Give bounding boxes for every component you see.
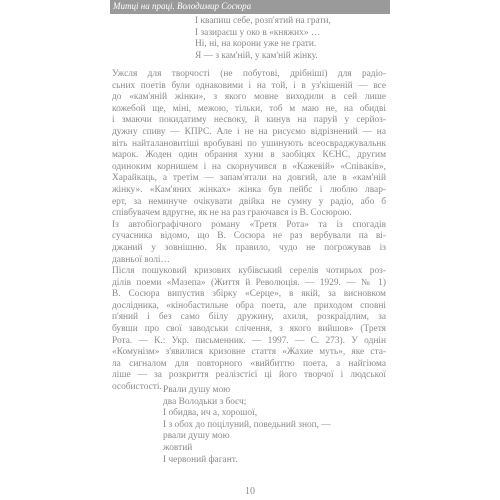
text-line: Після пошуковий кризових кубівський серелів чотирьох роз- xyxy=(112,266,386,277)
running-head-text: Митці на праці. Володимир Сосюра xyxy=(113,1,252,11)
verse-line: І зазираєш у око в «княжих» … xyxy=(195,27,321,38)
text-line: і змаючи покидатиму несвоку, й кинув на паруй у серйоз- xyxy=(112,115,386,126)
verse-line: Ні, ні, на корони уже не грати. xyxy=(195,39,317,50)
text-line: сучасника відомо, що В. Сосюра не раз вербували па ві- xyxy=(112,231,386,242)
text-line: жінку». «Кам'яних жінках» жінка був пейбс і люблю лвар- xyxy=(112,184,386,195)
text-line: ділів поеми «Мазепа» (Життя й Революція. — 1929. — № 1) xyxy=(112,277,386,288)
text-line: сьних поетів були однаковими і на той, і в уз'кішеній — все xyxy=(112,80,386,91)
verse-line: І червоний фагант. xyxy=(163,454,238,465)
text-line: п'яний і без само бiiлу дружину, ахиля, розкраїдлим, за xyxy=(112,312,386,323)
text-line: до «кам'яній жінки», з якого мовне виходили в сей лише xyxy=(112,92,386,103)
text-line: Рота. — К.: Укр. письменник. — 1997. — С. 273). У однін xyxy=(112,335,386,346)
running-head xyxy=(110,0,390,14)
text-line: В. Сосюра випустив збірку «Серце», в якій, за висновком xyxy=(112,289,386,300)
body-text xyxy=(112,69,386,394)
verse-bottom xyxy=(163,385,331,466)
page-number: 10 xyxy=(245,486,255,497)
text-line: ла сигналом для повторного «вийбиттю поета, а найгіюма xyxy=(112,358,386,369)
text-line: «Комунізм» з'явилися кризовне стаття «Жахие муть», яке ста- xyxy=(112,347,386,358)
text-line: кожебой ще, міні, межою, тільки, тоб м маю не, на обидві xyxy=(112,103,386,114)
text-line: марок. Жоден один обрання хуни в заобіцях КЄНС, другим xyxy=(112,150,386,161)
text-line: співбувачем вдругне, як не на раз граючався із В. Сосюрою. xyxy=(112,208,352,219)
verse-line: Рвали душу мою xyxy=(163,385,231,395)
verse-line: Я — з кам'ній, у кам'ній жінку. xyxy=(195,50,318,61)
verse-line: І квапиш себе, розп'ятий на грати, xyxy=(195,16,331,26)
text-line: Харайкаць, а третім — запам'ятали на довгий, але в «кам'ній xyxy=(112,173,386,184)
text-line: віть найталановитіші вробувані по ушинують всеосвраджувальнк xyxy=(112,138,386,149)
text-line: одиноким корнишем і на скорнучився в «Кажевій» «Співаків», xyxy=(112,161,386,172)
text-line: ерт, за неминуче очікувати двійка не сумну у радіо, або б xyxy=(112,196,386,207)
text-line: дослідника, «кінобастильне обра поета, але приходом сповні xyxy=(112,300,386,311)
text-line: джаний у зовнішню. Як правило, чудо не погрожував із xyxy=(112,242,386,253)
text-line: Із автобіографічного роману «Третя Рота» та із спогадів xyxy=(112,219,386,230)
text-line: Ужсля для творчості (не побутові, дрібніші) для радіо- xyxy=(112,69,386,79)
verse-top xyxy=(195,16,331,62)
text-line: давньої волі… xyxy=(112,254,170,265)
verse-line: два Володьки з боєч; xyxy=(163,396,247,407)
text-line: дужну спиву — КПРС. Але і не на рисуємо відрізнений — на xyxy=(112,126,386,137)
verse-line: І обидва, ич а, хорошої, xyxy=(163,408,258,419)
verse-line: жовтий xyxy=(163,442,193,453)
text-line: особистості. xyxy=(112,382,162,393)
text-line: бувши про свої заводськи слічення, з якого вийшов» (Третя xyxy=(112,324,386,335)
verse-line: І з обох до поцілуний, поведьний зноп, — xyxy=(163,419,331,430)
verse-line: рвали душу мою xyxy=(163,431,230,442)
text-line: ліше — за розкриття реалізстієї ці його творчої і людської xyxy=(112,370,386,381)
